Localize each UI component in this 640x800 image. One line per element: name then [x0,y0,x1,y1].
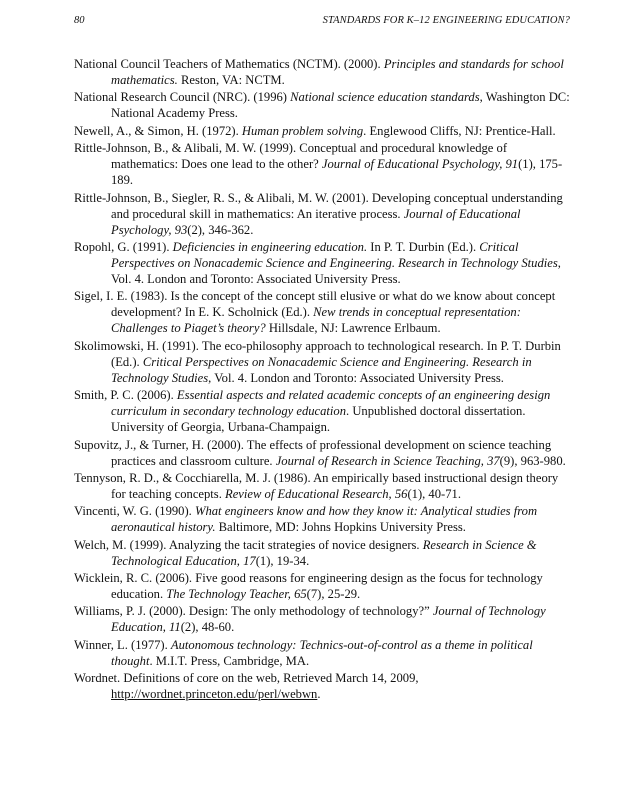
reference-item: Tennyson, R. D., & Cocchiarella, M. J. (1986). An empirically based instructional design theory for teaching concepts. Review of Educational Research, 56(1), 40-71. [74,470,559,501]
reference-item: National Council Teachers of Mathematics (NCTM). (2000). Principles and standards for school mathematics. Reston, VA: NCTM. [74,57,564,87]
reference-item: Winner, L. (1977). Autonomous technology: Technics-out-of-control as a theme in political thought. M.I.T. Press, Cambridge, MA. [74,637,533,668]
reference-list [74,56,574,704]
reference-item: Wicklein, R. C. (2006). Five good reasons for engineering design as the focus for technology education. The Technology Teacher, 65(7), 25-29. [74,571,543,602]
reference-item: Welch, M. (1999). Analyzing the tacit strategies of novice designers. Research in Science & Technological Education, 17(1), 19-34. [74,537,537,568]
reference-item: Smith, P. C. (2006). Essential aspects and related academic concepts of an engineering design curriculum in secondary technology education. Unpublished doctoral dissertation. University of Georgia, Urbana-Champaign. [74,388,551,435]
reference-item: Williams, P. J. (2000). Design: The only methodology of technology?” Journal of Technology Education, 11(2), 48-60. [74,604,546,635]
running-title: STANDARDS FOR K–12 ENGINEERING EDUCATION? [322,15,570,26]
reference-item: Supovitz, J., & Turner, H. (2000). The effects of professional development on science teaching practices and classroom culture. Journal of Research in Science Teaching, 37(9), 963-980. [74,437,566,468]
reference-item: Rittle-Johnson, B., & Alibali, M. W. (1999). Conceptual and procedural knowledge of mathematics: Does one lead to the other? Journal of Educational Psychology, 91(1), 175-189. [74,141,563,188]
reference-item: Vincenti, W. G. (1990). What engineers know and how they know it: Analytical studies from aeronautical history. Baltimore, MD: Johns Hopkins University Press. [74,504,538,535]
reference-item: Wordnet. Definitions of core on the web, Retrieved March 14, 2009, http://wordnet.princeton.edu/perl/webwn. [74,671,419,702]
reference-item: Skolimowski, H. (1991). The eco-philosophy approach to technological research. In P. T. Durbin (Ed.). Critical Perspectives on Nonacademic Science and Engineering. Research in Technology Studies, Vol. 4. London and Toronto: Associated University Press. [74,338,561,385]
reference-item: Ropohl, G. (1991). Deficiencies in engineering education. In P. T. Durbin (Ed.). Critical Perspectives on Nonacademic Science and Engineering. Research in Technology Studies, Vol. 4. London and Toronto: Associated University Press. [74,239,561,286]
page-header [74,15,570,31]
reference-item: Newell, A., & Simon, H. (1972). Human problem solving. Englewood Cliffs, NJ: Prentice-Hall. [74,123,556,138]
reference-item: National Research Council (NRC). (1996) National science education standards, Washington DC: National Academy Press. [74,90,570,121]
wordnet-link[interactable]: http://wordnet.princeton.edu/perl/webwn [111,687,318,702]
reference-item: Rittle-Johnson, B., Siegler, R. S., & Alibali, M. W. (2001). Developing conceptual understanding and procedural skill in mathematics: An iterative process. Journal of Educational Psychology, 93(2), 346-362. [74,190,563,237]
reference-item: Sigel, I. E. (1983). Is the concept of the concept still elusive or what do we know about concept development? In E. K. Scholnick (Ed.). New trends in conceptual representation: Challenges to Piaget’s theory? Hillsdale, NJ: Lawrence Erlbaum. [74,289,556,336]
page-number: 80 [74,15,85,26]
